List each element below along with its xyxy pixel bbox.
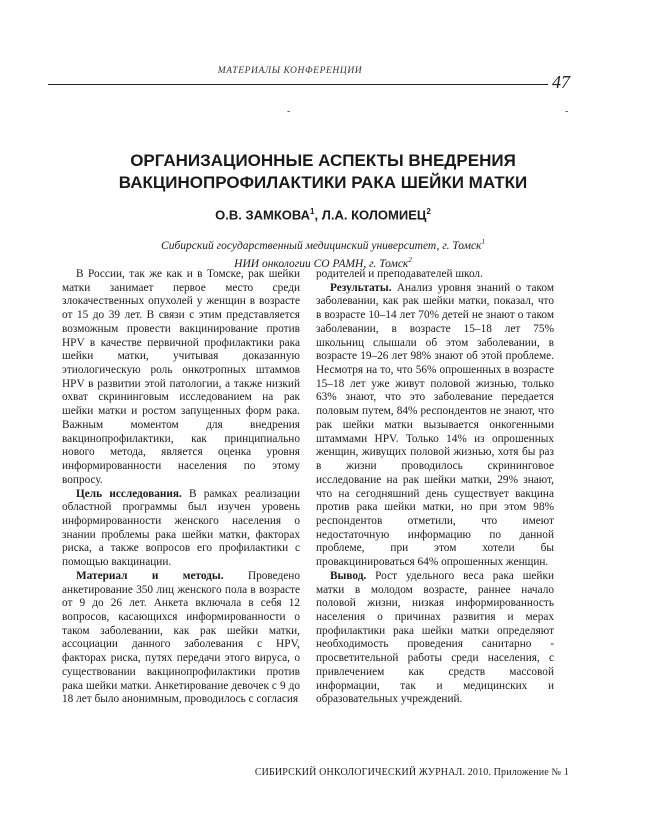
affiliation-text: НИИ онкологии СО РАМН, г. Томск [234,257,409,270]
header-mark-right: - [565,106,569,117]
affiliations [60,235,586,271]
body-column-left [62,268,300,707]
affiliation-mark: 2 [408,255,412,264]
article-title-line: ОРГАНИЗАЦИОННЫЕ АСПЕКТЫ ВНЕДРЕНИЯ [130,151,516,170]
author-name: О.В. ЗАМКОВА [215,207,311,223]
body-column-right [316,268,554,707]
running-header: МАТЕРИАЛЫ КОНФЕРЕНЦИИ [217,66,363,76]
section-heading: Результаты. [330,281,392,294]
paragraph-text: родителей и преподавателей школ. [316,268,483,280]
section-heading: Материал и методы. [76,569,224,582]
article-title-line: ВАКЦИНОПРОФИЛАКТИКИ РАКА ШЕЙКИ МАТКИ [118,173,528,192]
body-paragraph [316,282,554,570]
body-paragraph [62,488,300,570]
affiliation [60,235,586,253]
article-title [60,150,586,194]
header-mark-left: - [287,106,291,117]
paragraph-text: Проведено анкетирование 350 лиц женского пола в возрасте от 9 до 26 лет. Анкета включала в себя 12 вопросов, касающихся информированности о таком заболевании, как рак шейки матки, ассоциации данного заболевания с HPV, факторах риска, путях передачи этого вируса, о существовании вакцинопрофилактики против рака шейки матки. Анкетирование девочек с 9 до 18 лет было анонимным, проводилось с согласия [62,569,300,706]
author-name: Л.А. КОЛОМИЕЦ [321,207,427,223]
section-heading: Цель исследования. [76,487,182,500]
body-paragraph [62,268,300,488]
header-rule [48,84,548,85]
author-affiliation-mark: 1 [310,207,315,216]
journal-footer: СИБИРСКИЙ ОНКОЛОГИЧЕСКИЙ ЖУРНАЛ. 2010. Приложение № 1 [254,767,569,778]
section-heading: Вывод. [330,569,367,582]
paragraph-text: В рамках реализации областной программы был изучен уровень информированности женского населения о знании проблемы рака шейки матки, факторах риска, а также вопросов его профилактики с помощью вакцинации. [62,487,300,569]
paragraph-text: Рост удельного веса рака шейки матки в молодом возрасте, раннее начало половой жизни, низкая информированность населения о причинах развития и мерах профилактики рака шейки матки определяют необходимость проведения санитарно - просветительной работы среди населения, с привлечением как средств массовой информации, так и медицинских и образовательных учреждений. [316,569,554,706]
page-number: 47 [552,72,570,92]
body-paragraph [62,570,300,707]
affiliation-mark: 1 [481,238,485,246]
paragraph-text: В России, так же как и в Томске, рак шейки матки занимает первое место среди злокачественных опухолей у женщин в возрасте от 15 до 39 лет. В связи с этим представляется возможным провести вакцинирование против HPV в качестве первичной профилактики рака шейки матки, учитывая доказанную этиологическую роль онкотропных штаммов HPV в развитии этой патологии, а также низкий охват скрининговым исследованием на рак шейки матки и ростом запущенных форм рака. Важным моментом для внедрения вакцинопрофилактики, как принципиально нового метода, является оценка уровня информированности населения по этому вопросу. [62,268,300,486]
author-separator: , [314,207,322,223]
author-affiliation-mark: 2 [426,207,431,216]
body-paragraph-continuation [316,268,554,282]
paragraph-text: Анализ уровня знаний о таком заболевании, как рак шейки матки, показал, что в возрасте 10–14 лет 70% детей не знают о таком заболевании, в возрасте 15–18 лет 75% школьниц слышали об этом заболевании, в возрасте 19–26 лет 98% знают об этой проблеме. Несмотря на то, что 56% опрошенных в возрасте 15–18 лет уже живут половой жизнью, только 63% знают, что это заболевание передается половым путем, 84% респондентов не знают, что рак шейки матки вызывается онкогенными штаммами HPV. Только 14% из опрошенных женщин, живущих половой жизнью, хотя бы раз в жизни проводилось скрининговое исследование на рак шейки матки, 29% знают, что на сегодняшний день существует вакцина против рака шейки матки, но при этом 98% респондентов отметили, что имеют недостаточную информацию по данной проблеме, при этом хотели бы провакцинироваться 64% опрошенных женщин. [316,281,554,569]
body-paragraph [316,570,554,707]
affiliation-text: Сибирский государственный медицинский университет, г. Томск [161,239,482,252]
author-list [60,207,586,222]
